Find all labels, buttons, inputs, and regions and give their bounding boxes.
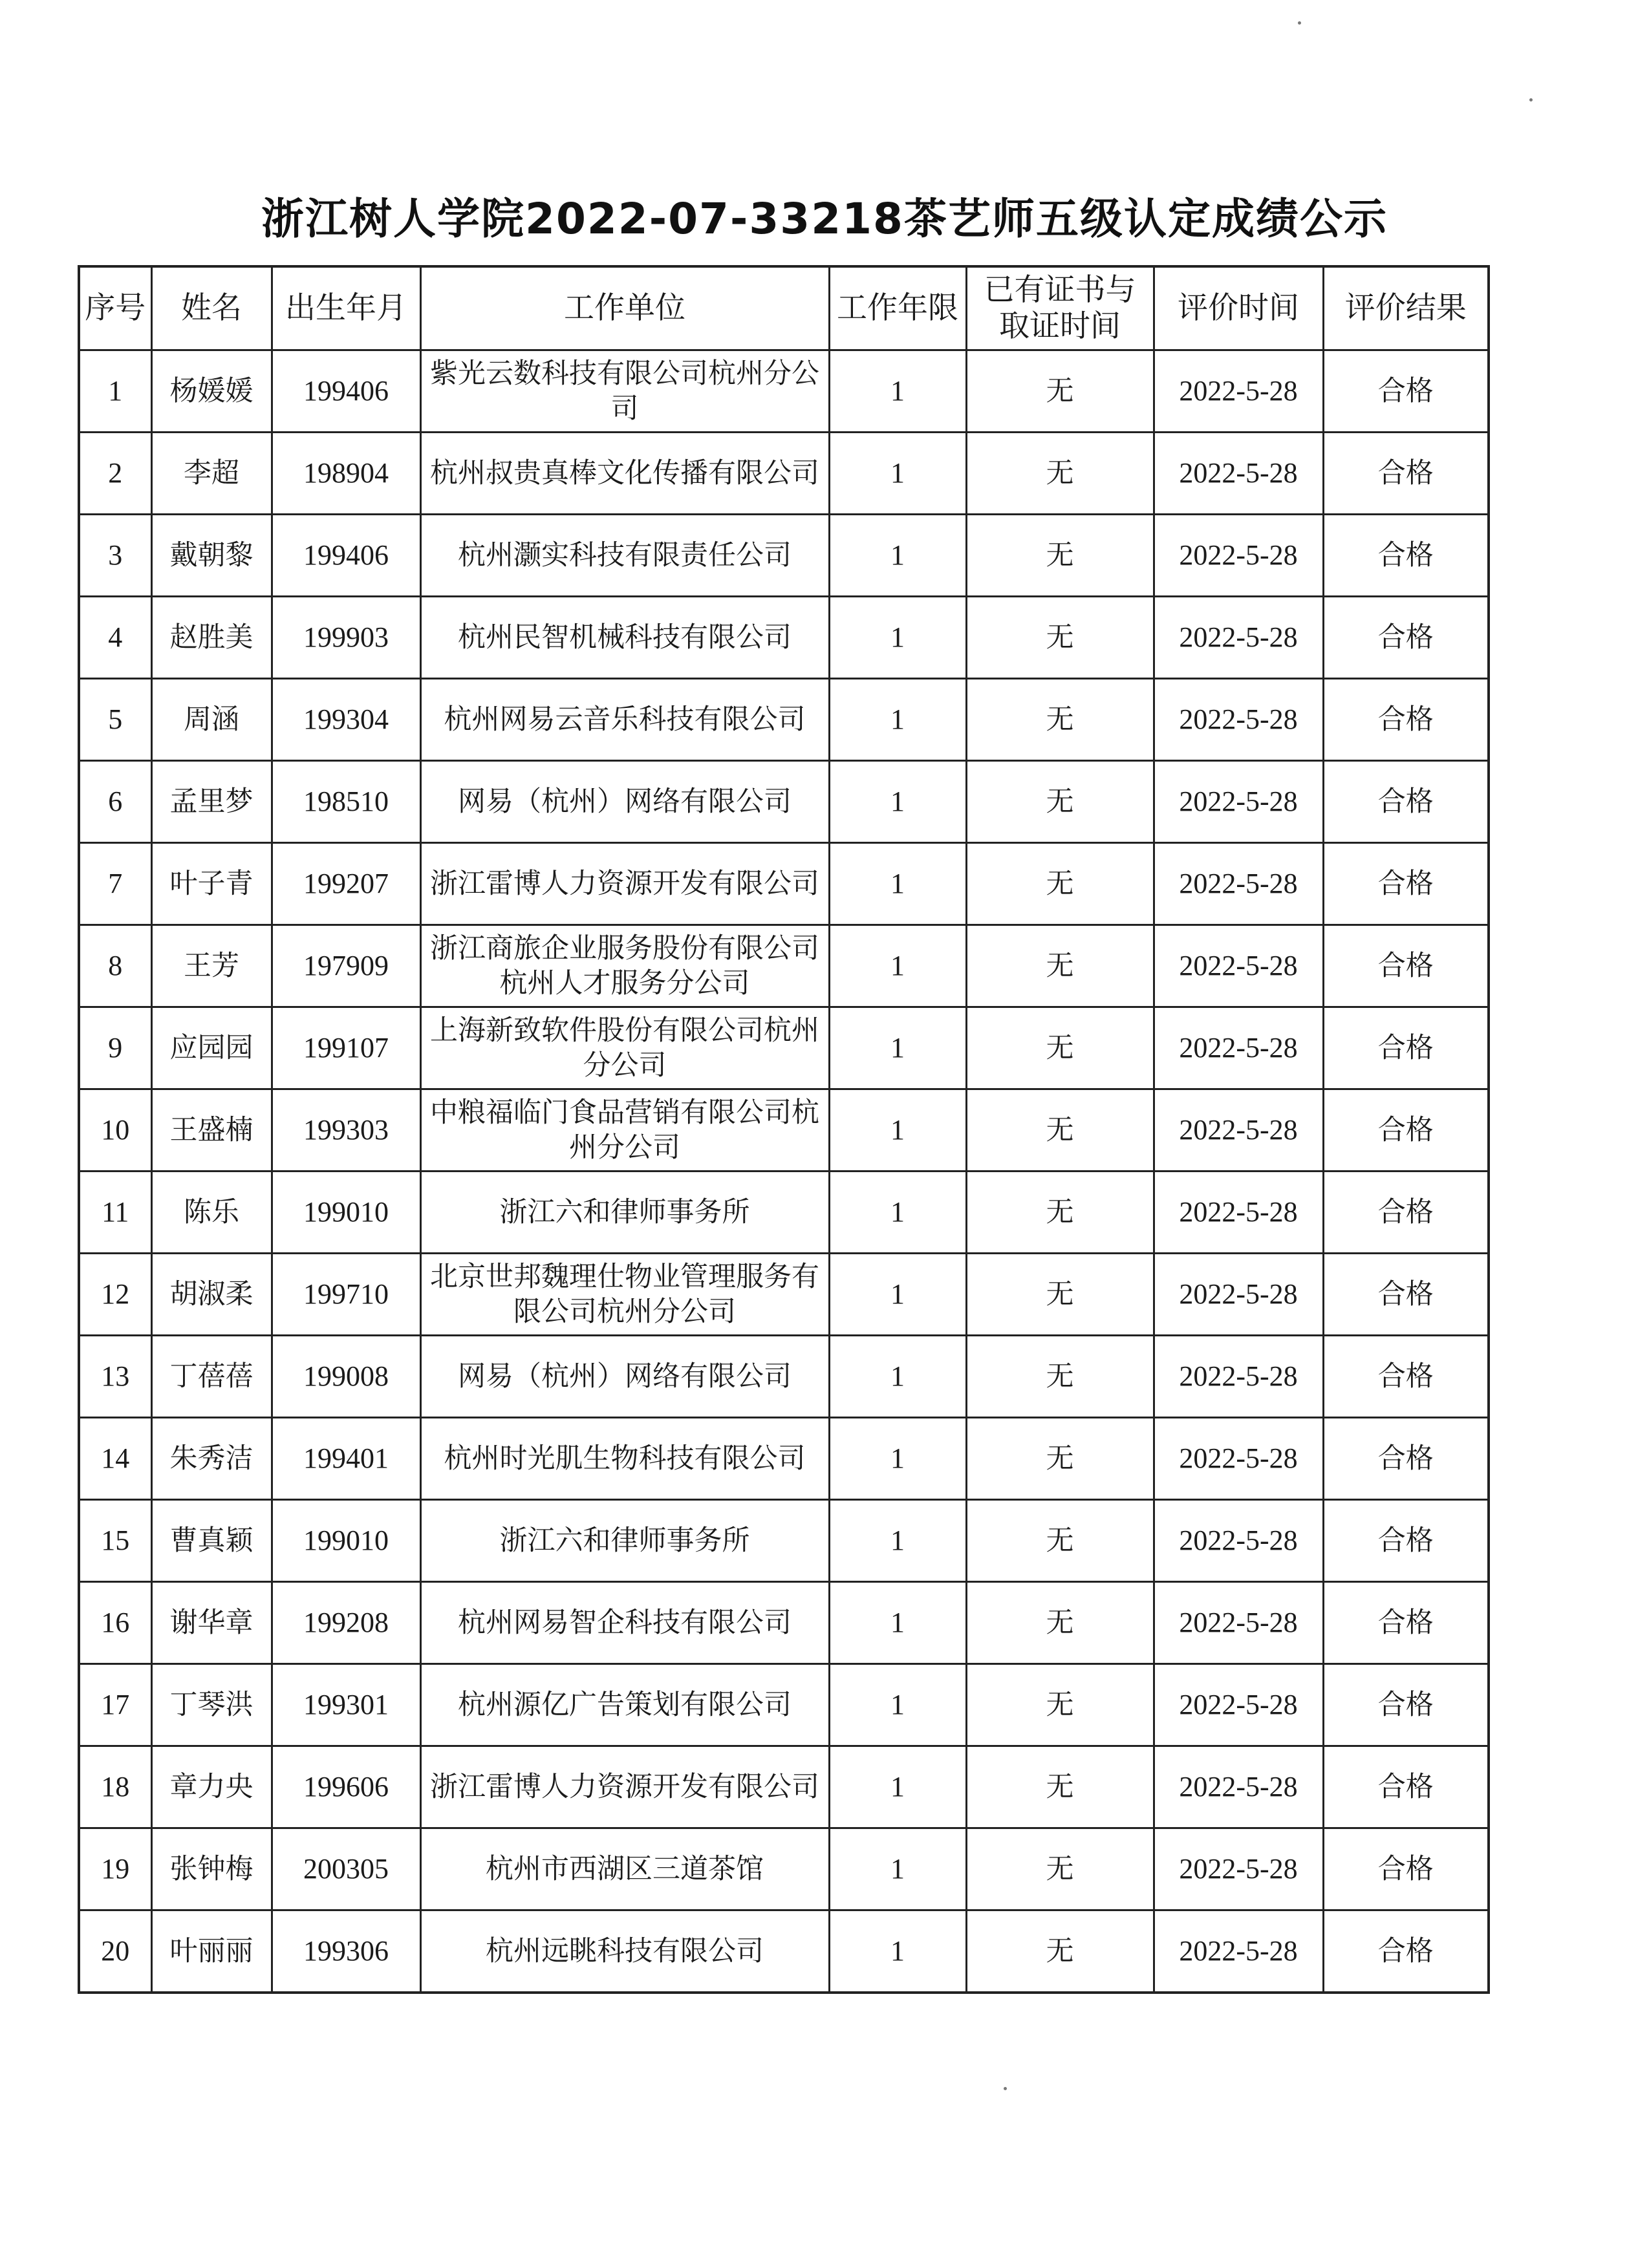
cell-index: 9 [79,1007,151,1089]
cell-name: 陈乐 [151,1171,272,1254]
cell-years: 1 [829,1664,966,1746]
cell-result: 合格 [1323,843,1489,925]
cell-name: 谢华章 [151,1582,272,1664]
scan-speck [1298,21,1301,25]
cell-certificate: 无 [966,1171,1154,1254]
cell-years: 1 [829,1254,966,1336]
table-row [79,1664,1489,1746]
table-row [79,350,1489,433]
cell-certificate: 无 [966,1828,1154,1910]
cell-birth: 199010 [272,1171,420,1254]
cell-eval-date: 2022-5-28 [1154,1418,1323,1500]
cell-result: 合格 [1323,1254,1489,1336]
cell-index: 10 [79,1089,151,1171]
cell-birth: 199406 [272,515,420,597]
cell-birth: 197909 [272,925,420,1007]
cell-result: 合格 [1323,1418,1489,1500]
cell-employer: 杭州源亿广告策划有限公司 [420,1664,829,1746]
cell-index: 3 [79,515,151,597]
cell-name: 丁蓓蓓 [151,1336,272,1418]
cell-index: 18 [79,1746,151,1828]
cell-certificate: 无 [966,1746,1154,1828]
cell-name: 杨媛媛 [151,350,272,433]
table-row [79,1746,1489,1828]
cell-result: 合格 [1323,1089,1489,1171]
cell-certificate: 无 [966,1582,1154,1664]
cell-eval-date: 2022-5-28 [1154,1254,1323,1336]
cell-employer: 浙江商旅企业服务股份有限公司杭州人才服务分公司 [420,925,829,1007]
cell-employer: 杭州市西湖区三道茶馆 [420,1828,829,1910]
cell-result: 合格 [1323,1500,1489,1582]
column-header-employer: 工作单位 [420,266,829,350]
cell-employer: 杭州远眺科技有限公司 [420,1910,829,1993]
cell-certificate: 无 [966,515,1154,597]
cell-eval-date: 2022-5-28 [1154,679,1323,761]
cell-certificate: 无 [966,1910,1154,1993]
column-header-result: 评价结果 [1323,266,1489,350]
table-row [79,761,1489,843]
cell-birth: 199301 [272,1664,420,1746]
cell-employer: 浙江雷博人力资源开发有限公司 [420,843,829,925]
cell-eval-date: 2022-5-28 [1154,925,1323,1007]
cell-index: 6 [79,761,151,843]
table-row [79,1007,1489,1089]
cell-index: 1 [79,350,151,433]
cell-result: 合格 [1323,1664,1489,1746]
cell-name: 戴朝黎 [151,515,272,597]
cell-employer: 杭州叔贵真棒文化传播有限公司 [420,433,829,515]
table-row [79,1910,1489,1993]
cell-result: 合格 [1323,925,1489,1007]
cell-eval-date: 2022-5-28 [1154,1089,1323,1171]
cell-name: 胡淑柔 [151,1254,272,1336]
cell-result: 合格 [1323,1746,1489,1828]
cell-birth: 198904 [272,433,420,515]
cell-certificate: 无 [966,1007,1154,1089]
cell-eval-date: 2022-5-28 [1154,1664,1323,1746]
cell-employer: 杭州民智机械科技有限公司 [420,597,829,679]
table-row [79,597,1489,679]
cell-index: 14 [79,1418,151,1500]
cell-eval-date: 2022-5-28 [1154,761,1323,843]
cell-result: 合格 [1323,1007,1489,1089]
table-row [79,1171,1489,1254]
cell-result: 合格 [1323,597,1489,679]
results-table [78,265,1490,1994]
cell-result: 合格 [1323,1910,1489,1993]
scan-speck [1004,2087,1007,2090]
cell-birth: 199303 [272,1089,420,1171]
table-row [79,1418,1489,1500]
cell-years: 1 [829,679,966,761]
cell-birth: 199903 [272,597,420,679]
cell-name: 赵胜美 [151,597,272,679]
cell-name: 丁琴洪 [151,1664,272,1746]
table-row [79,1828,1489,1910]
cell-employer: 网易（杭州）网络有限公司 [420,1336,829,1418]
cell-result: 合格 [1323,433,1489,515]
cell-certificate: 无 [966,761,1154,843]
cell-certificate: 无 [966,843,1154,925]
cell-employer: 浙江六和律师事务所 [420,1500,829,1582]
cell-years: 1 [829,843,966,925]
cell-eval-date: 2022-5-28 [1154,1171,1323,1254]
cell-index: 8 [79,925,151,1007]
cell-name: 曹真颖 [151,1500,272,1582]
cell-result: 合格 [1323,1582,1489,1664]
cell-birth: 199306 [272,1910,420,1993]
cell-birth: 199304 [272,679,420,761]
cell-employer: 北京世邦魏理仕物业管理服务有限公司杭州分公司 [420,1254,829,1336]
cell-result: 合格 [1323,350,1489,433]
table-row [79,679,1489,761]
cell-years: 1 [829,1336,966,1418]
cell-name: 章力央 [151,1746,272,1828]
table-row [79,1582,1489,1664]
cell-employer: 浙江六和律师事务所 [420,1171,829,1254]
cell-employer: 杭州网易智企科技有限公司 [420,1582,829,1664]
cell-name: 叶子青 [151,843,272,925]
cell-certificate: 无 [966,350,1154,433]
cell-name: 叶丽丽 [151,1910,272,1993]
cell-years: 1 [829,1910,966,1993]
cell-name: 孟里梦 [151,761,272,843]
cell-certificate: 无 [966,1254,1154,1336]
cell-years: 1 [829,597,966,679]
table-header-row [79,266,1489,350]
cell-certificate: 无 [966,1664,1154,1746]
cell-eval-date: 2022-5-28 [1154,433,1323,515]
results-table-container [78,265,1490,1994]
cell-name: 周涵 [151,679,272,761]
cell-eval-date: 2022-5-28 [1154,1582,1323,1664]
cell-years: 1 [829,1828,966,1910]
cell-index: 13 [79,1336,151,1418]
cell-years: 1 [829,925,966,1007]
cell-employer: 上海新致软件股份有限公司杭州分公司 [420,1007,829,1089]
page-title: 浙江树人学院2022-07-33218茶艺师五级认定成绩公示 [261,194,1388,244]
cell-index: 20 [79,1910,151,1993]
cell-result: 合格 [1323,1336,1489,1418]
cell-eval-date: 2022-5-28 [1154,1336,1323,1418]
cell-years: 1 [829,1089,966,1171]
cell-years: 1 [829,515,966,597]
cell-certificate: 无 [966,1089,1154,1171]
table-row [79,843,1489,925]
cell-birth: 199010 [272,1500,420,1582]
cell-employer: 浙江雷博人力资源开发有限公司 [420,1746,829,1828]
cell-years: 1 [829,1007,966,1089]
cell-name: 张钟梅 [151,1828,272,1910]
column-header-eval-date: 评价时间 [1154,266,1323,350]
column-header-index: 序号 [79,266,151,350]
cell-certificate: 无 [966,597,1154,679]
cell-result: 合格 [1323,1171,1489,1254]
cell-years: 1 [829,761,966,843]
column-header-birth: 出生年月 [272,266,420,350]
table-body [79,350,1489,1993]
cell-index: 11 [79,1171,151,1254]
cell-index: 17 [79,1664,151,1746]
cell-eval-date: 2022-5-28 [1154,843,1323,925]
cell-name: 应园园 [151,1007,272,1089]
cell-name: 朱秀洁 [151,1418,272,1500]
cell-eval-date: 2022-5-28 [1154,1500,1323,1582]
cell-index: 16 [79,1582,151,1664]
table-row [79,1254,1489,1336]
cell-index: 7 [79,843,151,925]
cell-certificate: 无 [966,1336,1154,1418]
cell-employer: 紫光云数科技有限公司杭州分公司 [420,350,829,433]
cell-index: 15 [79,1500,151,1582]
column-header-name: 姓名 [151,266,272,350]
cell-result: 合格 [1323,515,1489,597]
cell-certificate: 无 [966,1500,1154,1582]
scan-speck [1529,98,1533,102]
cell-certificate: 无 [966,679,1154,761]
cell-name: 李超 [151,433,272,515]
table-row [79,1500,1489,1582]
cell-years: 1 [829,1418,966,1500]
cell-employer: 网易（杭州）网络有限公司 [420,761,829,843]
cell-name: 王芳 [151,925,272,1007]
cell-birth: 199606 [272,1746,420,1828]
cell-employer: 中粮福临门食品营销有限公司杭州分公司 [420,1089,829,1171]
cell-birth: 198510 [272,761,420,843]
table-row [79,433,1489,515]
table-row [79,1089,1489,1171]
cell-years: 1 [829,1746,966,1828]
cell-employer: 杭州灏实科技有限责任公司 [420,515,829,597]
cell-index: 2 [79,433,151,515]
cell-eval-date: 2022-5-28 [1154,350,1323,433]
cell-certificate: 无 [966,925,1154,1007]
cell-years: 1 [829,433,966,515]
cell-years: 1 [829,1500,966,1582]
column-header-certificate: 已有证书与取证时间 [966,266,1154,350]
cell-employer: 杭州网易云音乐科技有限公司 [420,679,829,761]
cell-birth: 199401 [272,1418,420,1500]
cell-eval-date: 2022-5-28 [1154,1910,1323,1993]
cell-eval-date: 2022-5-28 [1154,1007,1323,1089]
cell-birth: 200305 [272,1828,420,1910]
table-row [79,1336,1489,1418]
cell-birth: 199107 [272,1007,420,1089]
column-header-years: 工作年限 [829,266,966,350]
cell-result: 合格 [1323,679,1489,761]
cell-birth: 199406 [272,350,420,433]
cell-certificate: 无 [966,1418,1154,1500]
cell-index: 4 [79,597,151,679]
table-row [79,515,1489,597]
cell-certificate: 无 [966,433,1154,515]
cell-years: 1 [829,1582,966,1664]
cell-birth: 199710 [272,1254,420,1336]
cell-eval-date: 2022-5-28 [1154,515,1323,597]
cell-index: 12 [79,1254,151,1336]
cell-birth: 199008 [272,1336,420,1418]
cell-birth: 199208 [272,1582,420,1664]
cell-result: 合格 [1323,1828,1489,1910]
cell-eval-date: 2022-5-28 [1154,1746,1323,1828]
cell-index: 5 [79,679,151,761]
table-row [79,925,1489,1007]
cell-years: 1 [829,350,966,433]
cell-employer: 杭州时光肌生物科技有限公司 [420,1418,829,1500]
cell-index: 19 [79,1828,151,1910]
cell-eval-date: 2022-5-28 [1154,597,1323,679]
cell-eval-date: 2022-5-28 [1154,1828,1323,1910]
cell-years: 1 [829,1171,966,1254]
cell-name: 王盛楠 [151,1089,272,1171]
cell-result: 合格 [1323,761,1489,843]
cell-birth: 199207 [272,843,420,925]
